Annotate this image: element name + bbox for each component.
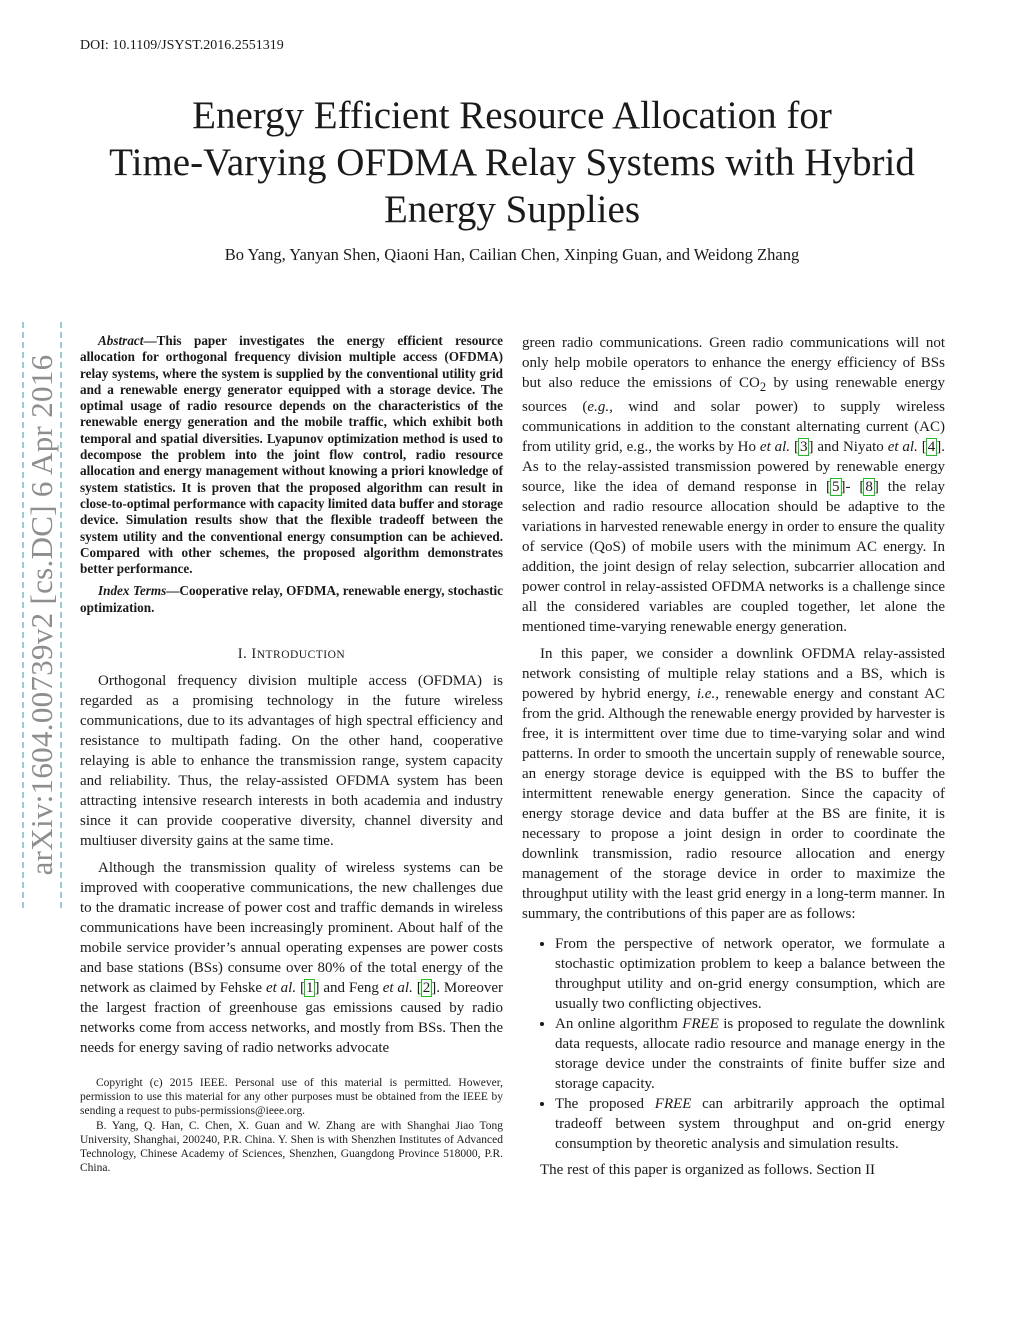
text-span: i.e., xyxy=(696,686,719,702)
author-list: Bo Yang, Yanyan Shen, Qiaoni Han, Cailian Chen, Xinping Guan, and Weidong Zhang xyxy=(224,245,800,264)
text-span: 2 xyxy=(759,380,767,394)
text-span: et al. xyxy=(382,980,413,997)
text-span: is proposed to regulate the downlink data requests, allocate radio resource and manage energy in the storage device under the constraints of finite buffer size and storage capacity. xyxy=(555,1016,945,1092)
section-numeral: I. xyxy=(237,646,252,663)
text-span: e.g., xyxy=(587,399,613,415)
citation-link[interactable]: 8 xyxy=(865,479,873,495)
text-span: et al. xyxy=(265,980,297,997)
intro-paragraph-5: The rest of this paper is organized as follows. Section II xyxy=(540,1162,876,1178)
text-span: the relay selection and radio resource allocation should be adaptive to the variations in harvested renewable energy in order to ensure the quality of service (QoS) of mobile users with the minimum AC energy. In addition, the joint design of relay selection, subcarrier allocation and power control in relay-assisted OFDMA networks is a challenge since all the considered variables are coupled together, let alone the mentioned time-varying renewable energy generation. xyxy=(522,479,945,635)
citation-link[interactable]: 3 xyxy=(799,439,808,455)
text-span: In this paper, we consider a downlink OFDMA relay-assisted network consisting of multiple relay stations and a BS, which is powered by hybrid energy, xyxy=(522,646,945,702)
text-span: and Niyato xyxy=(813,439,888,455)
text-span: FREE xyxy=(654,1096,692,1112)
contributions-list xyxy=(522,934,945,1154)
section-first-letter: I xyxy=(251,646,257,663)
title-line: Energy Supplies xyxy=(383,188,640,231)
text-span: Although the transmission quality of wireless systems can be improved with cooperative communications, the new challenges due to the dramatic increase of power cost and traffic demands in wireless communications have been increasingly prominent. About half of the mobile service provider’s annual operating expenses are power costs and base stations (BSs) consume over 80% of the total energy of the network as claimed by Fehske xyxy=(80,860,503,997)
section-heading xyxy=(80,646,503,663)
text-span: can arbitrarily approach the optimal tradeoff between system throughput and on-grid energy consumption by theoretic analysis and simulation results. xyxy=(555,1096,945,1152)
abstract-label: Abstract xyxy=(98,333,144,348)
text-span: and Feng xyxy=(319,980,383,997)
list-item: • From the perspective of network operator, we formulate a stochastic optimization problem to keep a balance between the throughput utility and on-grid energy consumption, which are usually two conflicting objectives. xyxy=(555,934,945,1014)
text-span: by using renewable energy sources ( xyxy=(522,375,946,415)
text-span: et al. xyxy=(759,439,791,455)
intro-paragraph-4 xyxy=(522,644,945,924)
citation-link[interactable]: 4 xyxy=(927,439,936,455)
text-span: The proposed xyxy=(555,1096,655,1112)
paper-title xyxy=(70,92,954,233)
text-span: et al. xyxy=(887,439,918,455)
abstract xyxy=(80,333,503,577)
citation-link[interactable]: 2 xyxy=(422,980,431,997)
list-item xyxy=(555,1014,945,1094)
index-terms xyxy=(80,583,503,616)
footnotes xyxy=(80,1076,503,1175)
copyright-footnote: Copyright (c) 2015 IEEE. Personal use of this material is permitted. However, permission to use this material for any other purposes must be obtained from the IEEE by sending a request to pubs-permissions@ieee.org. xyxy=(80,1077,503,1118)
list-item xyxy=(555,1094,945,1154)
left-column xyxy=(80,333,503,1175)
index-terms-text: —Cooperative relay, OFDMA, renewable energy, stochastic optimization. xyxy=(80,583,503,615)
intro-paragraph-2: Although the transmission quality of wireless systems can be improved with cooperative communications, the new challenges due to the dramatic increase of power cost and traffic demands in wireless communications have been increasingly prominent. About half of the mobile service provider’s annual operating expenses are power costs and base stations (BSs) consume over 80% of the total energy of the network as claimed by Fehske et al. [1] and Feng et al. [2]. Moreover the largest fraction of greenhouse gas emissions caused by radio networks come from access networks, and mostly from BSs. Then the needs for energy saving of radio networks advocate xyxy=(80,860,503,1057)
intro-paragraph-1: Orthogonal frequency division multiple access (OFDMA) is regarded as a promising technology in the future wireless communications, due to its advantages of high spectral efficiency and resistance to multipath fading. On the other hand, cooperative relaying is able to enhance the transmission range, system capacity and reliability. Thus, the relay-assisted OFDMA system has been attracting intensive research interests in both academia and industry since it can provide cooperative diversity, channel diversity and multiuser diversity gains at the same time. xyxy=(80,673,503,850)
text-span: wind and solar power) to supply wireless communications in addition to the constant alternating current (AC) from utility grid, e.g., the works by Ho xyxy=(522,399,945,455)
text-span: renewable energy and constant AC from the grid. Although the renewable energy provided by harvester is free, it is intermittent over time due to time-varying solar and wind patterns. In order to smooth the uncertain supply of renewable source, an energy storage device is equipped with the BS to buffer the intermittent renewable energy generation. Since the capacity of energy storage device and data buffer at the BS are finite, it is necessary to propose a joint design in order to coordinate the downlink transmission, radio resource allocation and energy management of the storage device in order to maximize the throughput utility with the least grid energy in a long-term manner. In summary, the contributions of this paper are as follows: xyxy=(522,686,945,922)
section-title-rest: NTRODUCTION xyxy=(256,649,346,662)
index-terms-label: Index Terms xyxy=(98,583,167,599)
citation-link[interactable]: 1 xyxy=(305,980,314,997)
text-span: An online algorithm xyxy=(555,1016,683,1032)
doi-header: DOI: 10.1109/JSYST.2016.2551319 xyxy=(80,38,284,53)
arxiv-identifier: arXiv:1604.00739v2 [cs.DC] 6 Apr 2016 xyxy=(24,354,59,876)
text-span: . As to the relay-assisted transmission powered by renewable energy source, like the idea of demand response in xyxy=(522,439,945,495)
title-line: Energy Efficient Resource Allocation for xyxy=(192,94,832,137)
text-span: green radio communications. Green radio communications will not only help mobile operators to enhance the energy efficiency of BSs but also reduce the emissions of CO xyxy=(522,335,945,391)
affiliation-footnote: B. Yang, Q. Han, C. Chen, X. Guan and W. Zhang are with Shanghai Jiao Tong University, Shanghai, 200240, P.R. China. Y. Shen is with Shenzhen Institutes of Advanced Technology, Chinese Academy of Sciences, Shenzhen, Guangdong Province 518000, P.R. China. xyxy=(80,1119,503,1175)
title-line: Time-Varying OFDMA Relay Systems with Hybrid xyxy=(109,141,915,184)
arxiv-watermark xyxy=(22,322,62,908)
text-span: . Moreover the largest fraction of greenhouse gas emissions caused by radio networks come from access networks, and mostly from BSs. Then the needs for energy saving of radio networks advocate xyxy=(80,980,503,1057)
intro-paragraph-3: green radio communications. Green radio communications will not only help mobile operators to enhance the energy efficiency of BSs but also reduce the emissions of $CO_2$ by using renewable energy sources (e.g., wind and solar power) to supply wireless communications in addition to the constant alternating current (AC) from utility grid, e.g., the works by Ho et al. [3] and Niyato et al. [4]. As to the relay-assisted transmission powered by renewable energy source, like the idea of demand response in [5]- [8] the relay selection and radio resource allocation should be adaptive to the variations in harvested renewable energy in order to ensure the quality of service (QoS) of mobile users with the minimum AC energy. In addition, the joint design of relay selection, subcarrier allocation and power control in relay-assisted OFDMA networks is a challenge since all the considered variables are coupled together, let alone the mentioned time-varying renewable energy generation. xyxy=(522,335,946,635)
abstract-text: —This paper investigates the energy efficient resource allocation for orthogonal frequency division multiple access (OFDMA) relay systems, where the system is supplied by the conventional utility grid and a renewable energy generator equipped with a storage device. The optimal usage of radio resource depends on the characteristics of the renewable energy generation and the mobile traffic, which exhibit both temporal and spatial diversities. Lyapunov optimization method is used to decompose the problem into the joint flow control, radio resource allocation and energy management without knowing a priori knowledge of system statistics. It is proven that the proposed algorithm can result in close-to-optimal performance with capacity limited data buffer and storage device. Simulation results show that the flexible tradeoff between the system utility and the conventional energy consumption can be achieved. Compared with other schemes, the proposed algorithm demonstrates better performance. xyxy=(80,333,503,577)
citation-link[interactable]: 5 xyxy=(832,479,840,495)
text-span: FREE xyxy=(682,1016,719,1032)
text-span: - xyxy=(845,479,860,495)
right-column xyxy=(522,333,945,1180)
